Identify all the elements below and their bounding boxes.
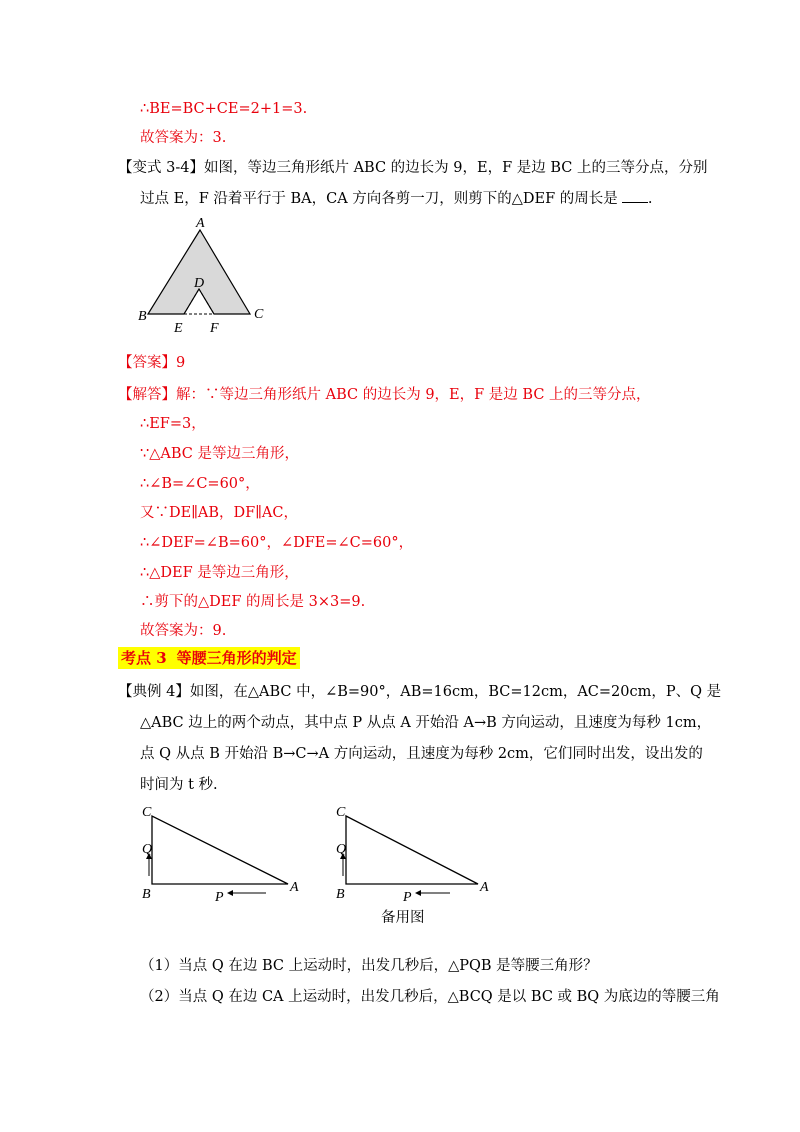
variant-tag: 【变式 3-4】: [118, 160, 204, 176]
label-f: F: [210, 321, 219, 336]
example-line-3: 点 Q 从点 B 开始沿 B→C→A 方向运动，且速度为每秒 2cm，它们同时出发，设出发的: [140, 746, 703, 762]
solution-label: 【解答】: [118, 387, 176, 403]
solution-line-7: ∴△DEF 是等边三角形，: [140, 565, 299, 581]
triangle-abc: [346, 816, 478, 884]
p-arrowhead-icon: [415, 890, 421, 896]
example-tag: 【典例 4】: [118, 684, 190, 700]
label-b: B: [336, 887, 345, 902]
section-heading: [118, 647, 300, 669]
solution-line-4: ∴∠B=∠C=60°，: [140, 476, 260, 492]
answer-value: 9: [176, 355, 186, 371]
question-1: （1）当点 Q 在边 BC 上运动时，出发几秒后，△PQB 是等腰三角形？: [140, 958, 598, 974]
prev-answer-line1: ∴BE=BC+CE=2+1=3.: [140, 101, 308, 117]
label-d: D: [194, 276, 205, 291]
p-arrowhead-icon: [227, 890, 233, 896]
question-2: （2）当点 Q 在边 CA 上运动时，出发几秒后，△BCQ 是以 BC 或 BQ 为底边的等腰三角: [140, 989, 720, 1005]
label-b: B: [142, 887, 151, 902]
label-q: Q: [142, 842, 153, 857]
label-c: C: [142, 805, 152, 820]
right-triangle-figure: [138, 800, 313, 905]
shaded-region: [148, 230, 250, 314]
answer-blank: [622, 190, 648, 203]
variant-question-line2: [140, 189, 652, 209]
solution-line-1: 【解答】解：∵等边三角形纸片 ABC 的边长为 9，E，F 是边 BC 上的三等分点，: [118, 387, 651, 403]
label-c: C: [336, 805, 346, 820]
section-num: 考点 3: [121, 649, 167, 667]
solution-line-2: ∴EF=3，: [140, 416, 206, 432]
equilateral-triangle-figure: [130, 210, 280, 340]
triangle-abc: [152, 816, 288, 884]
solution-line-5: 又∵DE∥AB，DF∥AC，: [140, 505, 298, 521]
example-line-1: 【典例 4】如图，在△ABC 中，∠B=90°，AB=16cm，BC=12cm，AC=20cm，P、Q 是: [118, 684, 722, 700]
label-a: A: [290, 880, 299, 895]
variant-text-2-end: .: [647, 191, 653, 207]
section-title: 等腰三角形的判定: [176, 649, 297, 667]
spare-figure-caption: 备用图: [381, 910, 425, 926]
label-a: A: [480, 880, 489, 895]
variant-text-2: 过点 E，F 沿着平行于 BA，CA 方向各剪一刀，则剪下的△DEF 的周长是: [140, 191, 618, 207]
label-e: E: [174, 321, 183, 336]
label-p: P: [215, 890, 224, 905]
label-b: B: [138, 309, 147, 324]
prev-answer-line2: 故答案为：3.: [140, 130, 227, 146]
solution-line-8: ∴剪下的△DEF 的周长是 3×3=9.: [140, 594, 366, 610]
example-line-4: 时间为 t 秒.: [140, 777, 218, 793]
label-a: A: [196, 216, 205, 231]
example-line-2: △ABC 边上的两个动点，其中点 P 从点 A 开始沿 A→B 方向运动，且速度为每秒 1cm，: [140, 715, 712, 731]
label-c: C: [254, 307, 264, 322]
label-p: P: [403, 890, 412, 905]
answer-line: [118, 353, 185, 373]
solution-line-3: ∵△ABC 是等边三角形，: [140, 446, 299, 462]
solution-line-6: ∴∠DEF=∠B=60°，∠DFE=∠C=60°，: [140, 535, 414, 551]
answer-label: 【答案】: [118, 355, 176, 371]
spare-triangle-figure: [332, 800, 507, 905]
label-q: Q: [336, 842, 347, 857]
variant-text-1: 如图，等边三角形纸片 ABC 的边长为 9，E，F 是边 BC 上的三等分点，分别: [203, 160, 708, 176]
variant-question-line1: [118, 158, 708, 178]
solution-final: 故答案为：9.: [140, 623, 227, 639]
